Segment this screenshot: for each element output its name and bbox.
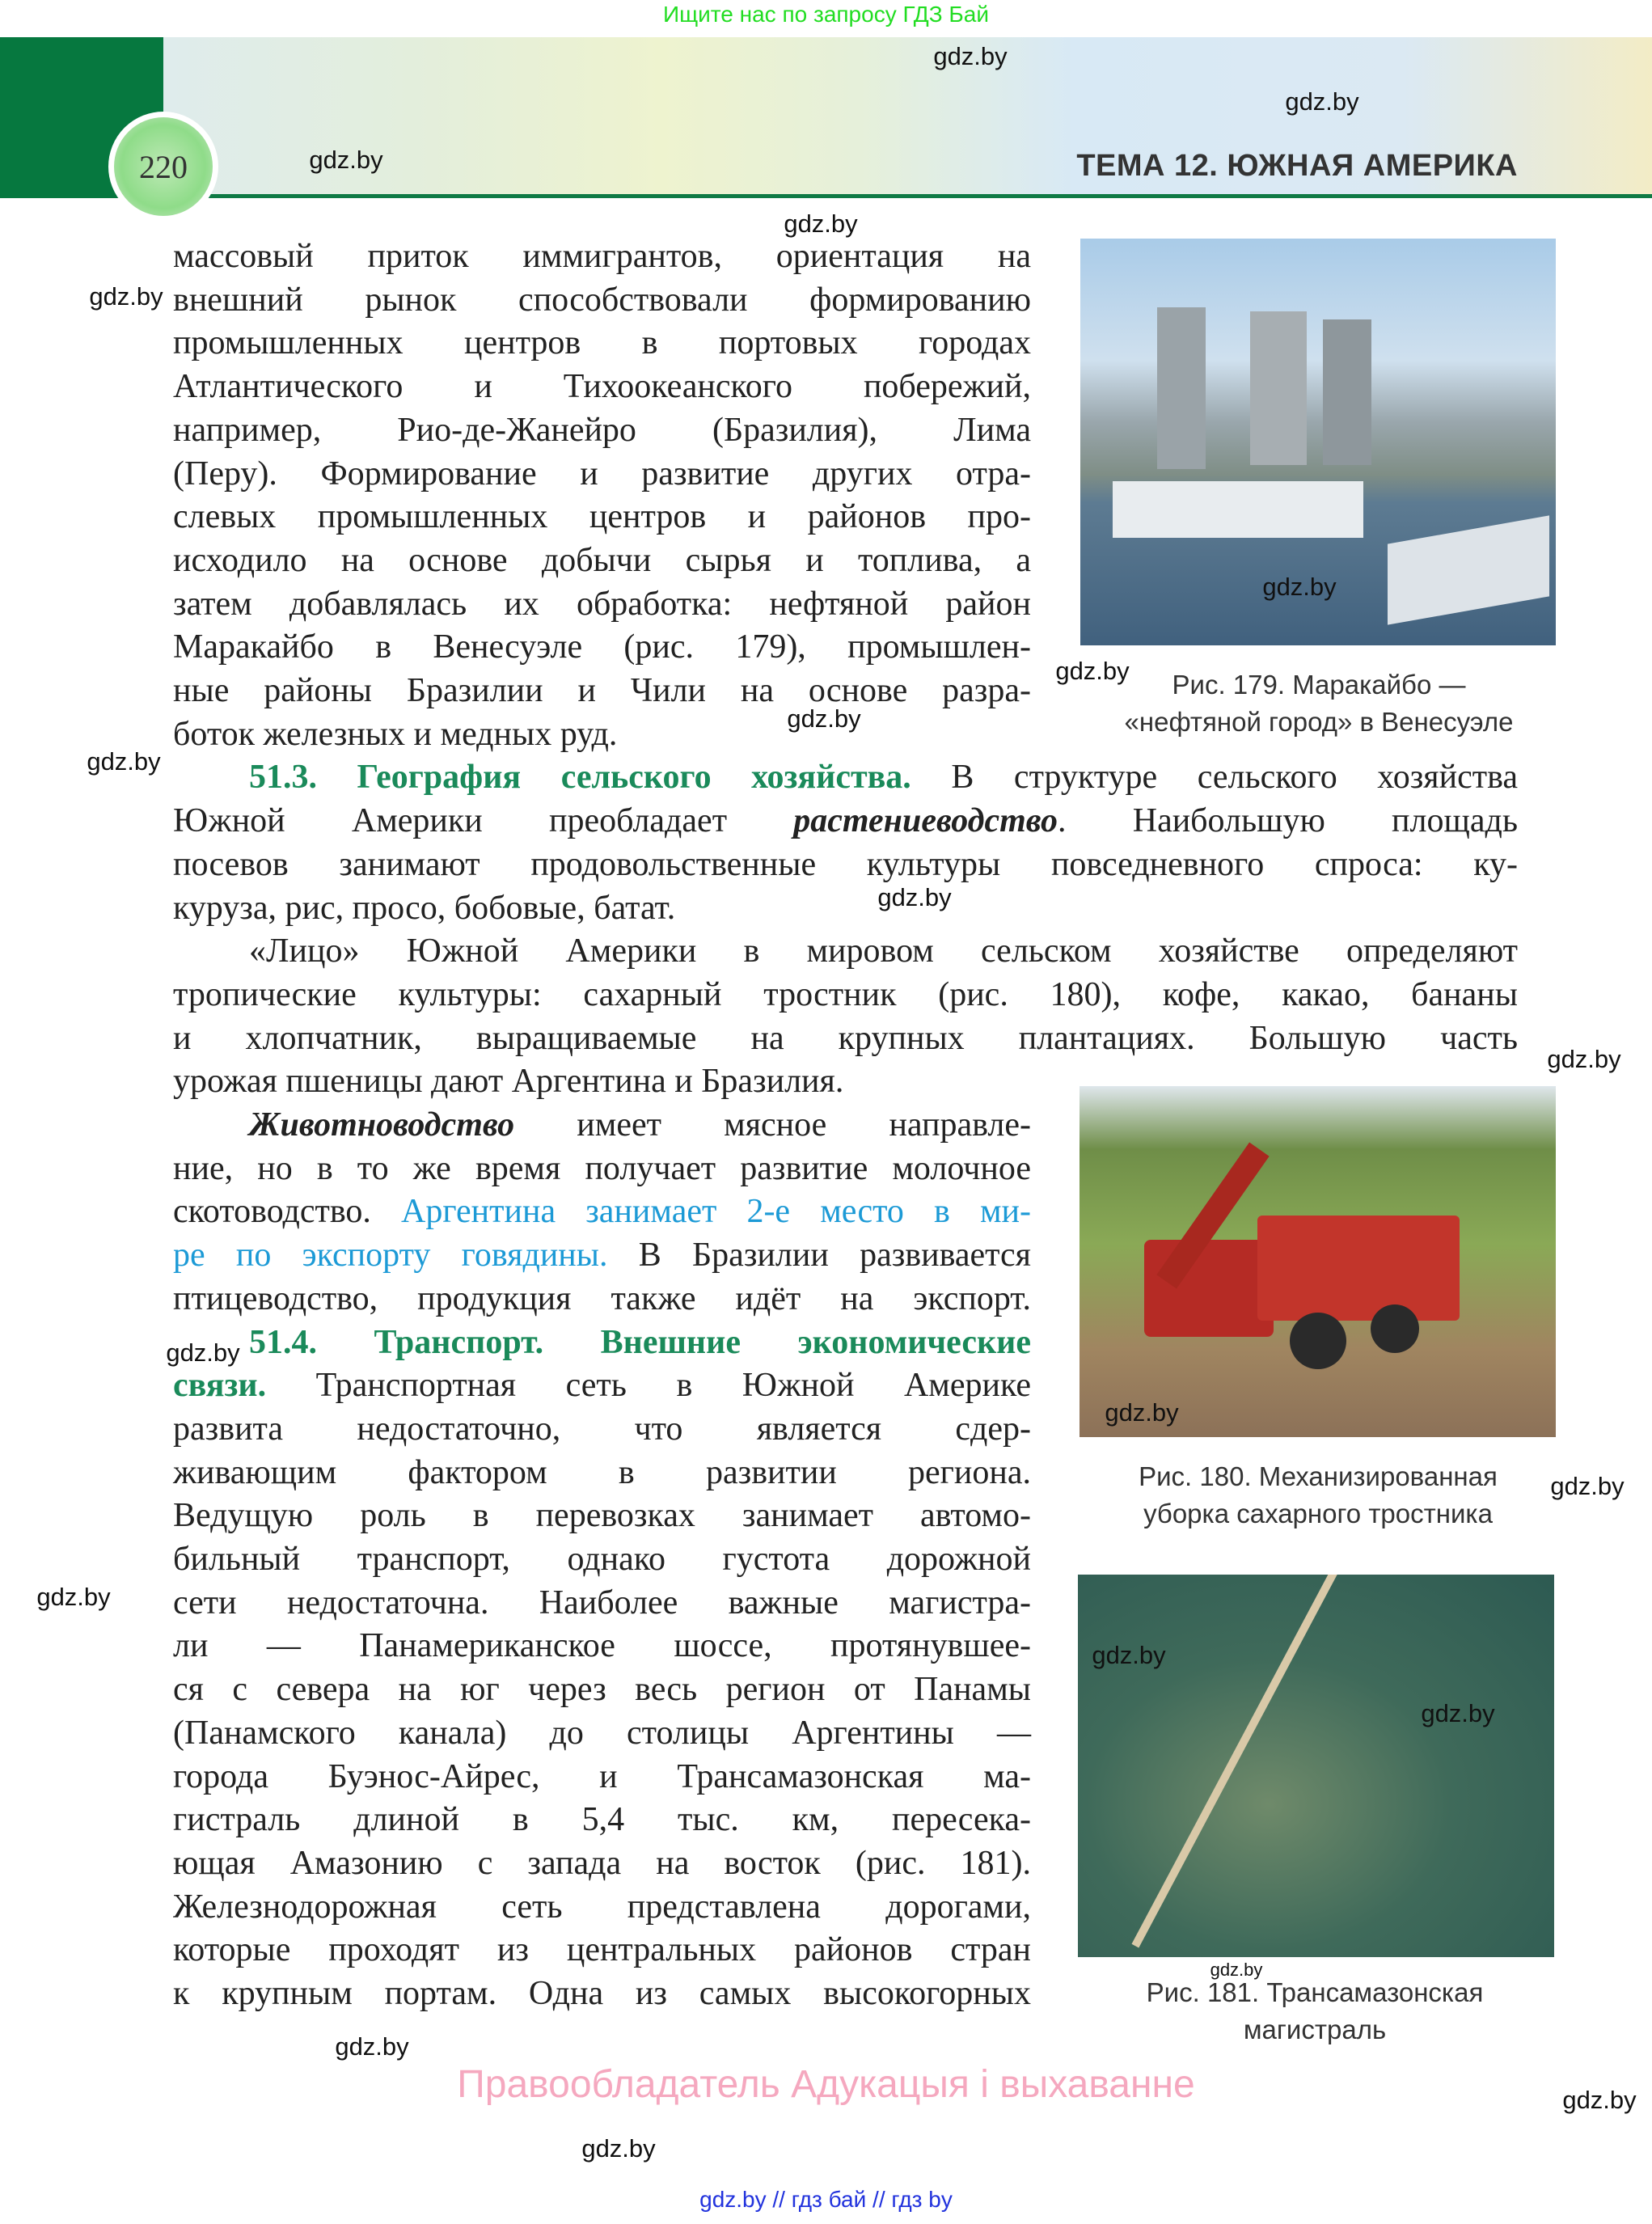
figure-180-caption	[1080, 1458, 1557, 1533]
copyright-notice: Правообладатель Адукацыя і выхаванне	[457, 2063, 1195, 2106]
text-line	[173, 712, 1031, 756]
text-line	[173, 1841, 1031, 1885]
watermark: gdz.by	[36, 1583, 111, 1611]
emphasized-term: Животноводство	[249, 1106, 515, 1144]
watermark: gdz.by	[335, 2032, 409, 2061]
watermark: gdz.by	[1262, 573, 1337, 601]
watermark: gdz.by	[787, 704, 861, 733]
text-segment: (Панамского канала) до столицы Аргентины —	[173, 1714, 1031, 1752]
text-segment: птицеводство, продукция также идёт на экспорт.	[173, 1279, 1031, 1317]
text-segment: тропические культуры: сахарный тростник (рис. 180), кофе, какао, бананы	[173, 975, 1518, 1013]
watermark: gdz.by	[1092, 1641, 1166, 1669]
text-segment: ные районы Бразилии и Чили на основе разра-	[173, 672, 1031, 709]
watermark: gdz.by	[1547, 1045, 1621, 1073]
watermark: gdz.by	[1105, 1398, 1179, 1427]
watermark: gdz.by	[784, 209, 858, 238]
text-segment: Железнодорожная сеть представлена дорогами,	[173, 1888, 1031, 1926]
text-line	[173, 1972, 1031, 2015]
figure-180-photo	[1080, 1086, 1556, 1437]
text-segment: города Буэнос-Айрес, и Трансамазонская ма-	[173, 1757, 1031, 1795]
caption-line: Рис. 179. Маракайбо —	[1172, 670, 1466, 700]
text-line	[173, 1494, 1031, 1537]
text-segment: Ведущую роль в перевозках занимает автомо-	[173, 1497, 1031, 1535]
text-segment: имеет мясное направле-	[514, 1106, 1031, 1144]
text-segment: развита недостаточно, что является сдер-	[173, 1410, 1031, 1448]
text-line	[173, 973, 1518, 1017]
watermark: gdz.by	[1210, 1960, 1263, 1980]
text-segment: например, Рио-де-Жанейро (Бразилия), Лима	[173, 411, 1031, 449]
text-line	[173, 1277, 1031, 1321]
text-segment: урожая пшеницы дают Аргентина и Бразилия.	[173, 1063, 844, 1101]
text-line	[173, 1103, 1031, 1147]
text-segment: Маракайбо в Венесуэле (рис. 179), промышлен-	[173, 628, 1031, 666]
text-line	[173, 1885, 1031, 1929]
text-segment: ся с севера на юг через весь регион от Панамы	[173, 1671, 1031, 1709]
text-line	[173, 1537, 1031, 1581]
text-line	[173, 1407, 1031, 1451]
text-segment: ющая Амазонию с запада на восток (рис. 181).	[173, 1844, 1031, 1882]
text-segment: массовый приток иммигрантов, ориентация на	[173, 238, 1031, 275]
text-segment: В Бразилии развивается	[607, 1237, 1031, 1275]
text-line	[173, 1668, 1031, 1711]
text-segment: куруза, рис, просо, бобовые, батат.	[173, 889, 676, 927]
text-line	[173, 1147, 1031, 1190]
footer-links[interactable]: gdz.by // гдз бай // гдз by	[699, 2187, 953, 2212]
text-line	[173, 799, 1518, 843]
text-line	[173, 1711, 1031, 1755]
section-heading: 51.3. География сельского хозяйства.	[249, 759, 911, 797]
text-line	[173, 539, 1031, 582]
topic-title: ТЕМА 12. ЮЖНАЯ АМЕРИКА	[1076, 149, 1518, 183]
text-line	[173, 365, 1031, 408]
watermark: gdz.by	[1055, 657, 1130, 685]
watermark: gdz.by	[1421, 1699, 1495, 1727]
text-segment: ли — Панамериканское шоссе, протянувшее-	[173, 1627, 1031, 1665]
caption-line: уборка сахарного тростника	[1143, 1499, 1493, 1528]
text-line	[173, 495, 1031, 539]
caption-line: Рис. 180. Механизированная	[1139, 1461, 1498, 1491]
text-segment: гистраль длиной в 5,4 тыс. км, пересека-	[173, 1801, 1031, 1839]
text-segment: боток железных и медных руд.	[173, 715, 618, 753]
text-segment: скотоводство.	[173, 1193, 402, 1231]
text-line	[173, 408, 1031, 452]
text-segment: Транспортная сеть в Южной Америке	[266, 1367, 1031, 1405]
text-line	[173, 625, 1031, 669]
text-segment: слевых промышленных центров и районов про-	[173, 498, 1031, 536]
text-segment: внешний рынок способствовали формированию	[173, 281, 1031, 319]
text-segment: посевов занимают продовольственные культуры повседневного спроса: ку-	[173, 845, 1518, 883]
text-segment: «Лицо» Южной Америки в мировом сельском хозяйстве определяют	[249, 932, 1518, 970]
watermark: gdz.by	[933, 42, 1008, 70]
watermark: gdz.by	[1562, 2086, 1637, 2114]
watermark: gdz.by	[1285, 87, 1359, 116]
text-line	[173, 1233, 1031, 1277]
text-line	[173, 321, 1031, 365]
watermark: gdz.by	[877, 883, 952, 911]
text-segment: В структуре сельского хозяйства	[911, 759, 1518, 797]
text-line	[173, 1798, 1031, 1841]
watermark: gdz.by	[87, 747, 161, 776]
watermark: gdz.by	[166, 1338, 240, 1367]
text-segment: к крупным портам. Одна из самых высокогорных	[173, 1975, 1031, 2012]
watermark: gdz.by	[581, 2134, 656, 2163]
text-line	[173, 1364, 1031, 1407]
text-line	[173, 1190, 1031, 1233]
highlighted-text: ре по экспорту говядины.	[173, 1237, 608, 1275]
section-heading: 51.4. Транспорт. Внешние экономические	[249, 1323, 1031, 1361]
page-number: 220	[108, 112, 218, 222]
text-line	[173, 1451, 1031, 1495]
figure-181-caption: Рис. 181. Трансамазонская магистраль	[1146, 1977, 1484, 2044]
text-segment: бильный транспорт, однако густота дорожной	[173, 1541, 1031, 1578]
text-segment: Южной Америки преобладает	[173, 802, 794, 840]
watermark: gdz.by	[1550, 1472, 1625, 1500]
text-segment: промышленных центров в портовых городах	[173, 324, 1031, 362]
search-notice: Ищите нас по запросу ГДЗ Бай	[662, 2, 990, 27]
text-line	[173, 1624, 1031, 1668]
text-line	[173, 843, 1518, 886]
text-segment: которые проходят из центральных районов стран	[173, 1931, 1031, 1969]
highlighted-text: Аргентина занимает 2-е место в ми-	[401, 1193, 1031, 1231]
figure-179-caption	[1080, 666, 1557, 741]
caption-line: «нефтяной город» в Венесуэле	[1124, 707, 1514, 737]
text-line	[173, 582, 1031, 626]
text-segment: сети недостаточна. Наиболее важные магистра-	[173, 1583, 1031, 1621]
text-segment: . Наибольшую площадь	[1058, 802, 1518, 840]
text-segment: Атлантического и Тихоокеанского побережий,	[173, 368, 1031, 406]
text-line	[173, 1321, 1031, 1364]
figure-181-photo	[1078, 1575, 1554, 1957]
text-segment: живающим фактором в развитии региона.	[173, 1453, 1031, 1491]
watermark: gdz.by	[89, 282, 163, 311]
text-line	[173, 669, 1031, 712]
text-line	[173, 1017, 1518, 1060]
text-line	[173, 278, 1031, 322]
text-line	[173, 755, 1518, 799]
emphasized-term: растениеводство	[793, 802, 1058, 840]
text-line	[173, 235, 1031, 278]
text-line	[173, 1755, 1031, 1799]
text-segment: исходило на основе добычи сырья и топлива, а	[173, 541, 1031, 579]
text-segment: ние, но в то же время получает развитие молочное	[173, 1149, 1031, 1187]
text-segment: (Перу). Формирование и развитие других отра-	[173, 455, 1031, 493]
text-line	[173, 929, 1518, 973]
text-line	[173, 1928, 1031, 1972]
text-line	[173, 452, 1031, 496]
text-line	[173, 1581, 1031, 1625]
section-heading: связи.	[173, 1367, 267, 1405]
text-segment: затем добавлялась их обработка: нефтяной район	[173, 585, 1031, 623]
watermark: gdz.by	[309, 146, 383, 174]
text-line	[173, 886, 1518, 930]
text-segment: и хлопчатник, выращиваемые на крупных плантациях. Большую часть	[173, 1019, 1518, 1057]
